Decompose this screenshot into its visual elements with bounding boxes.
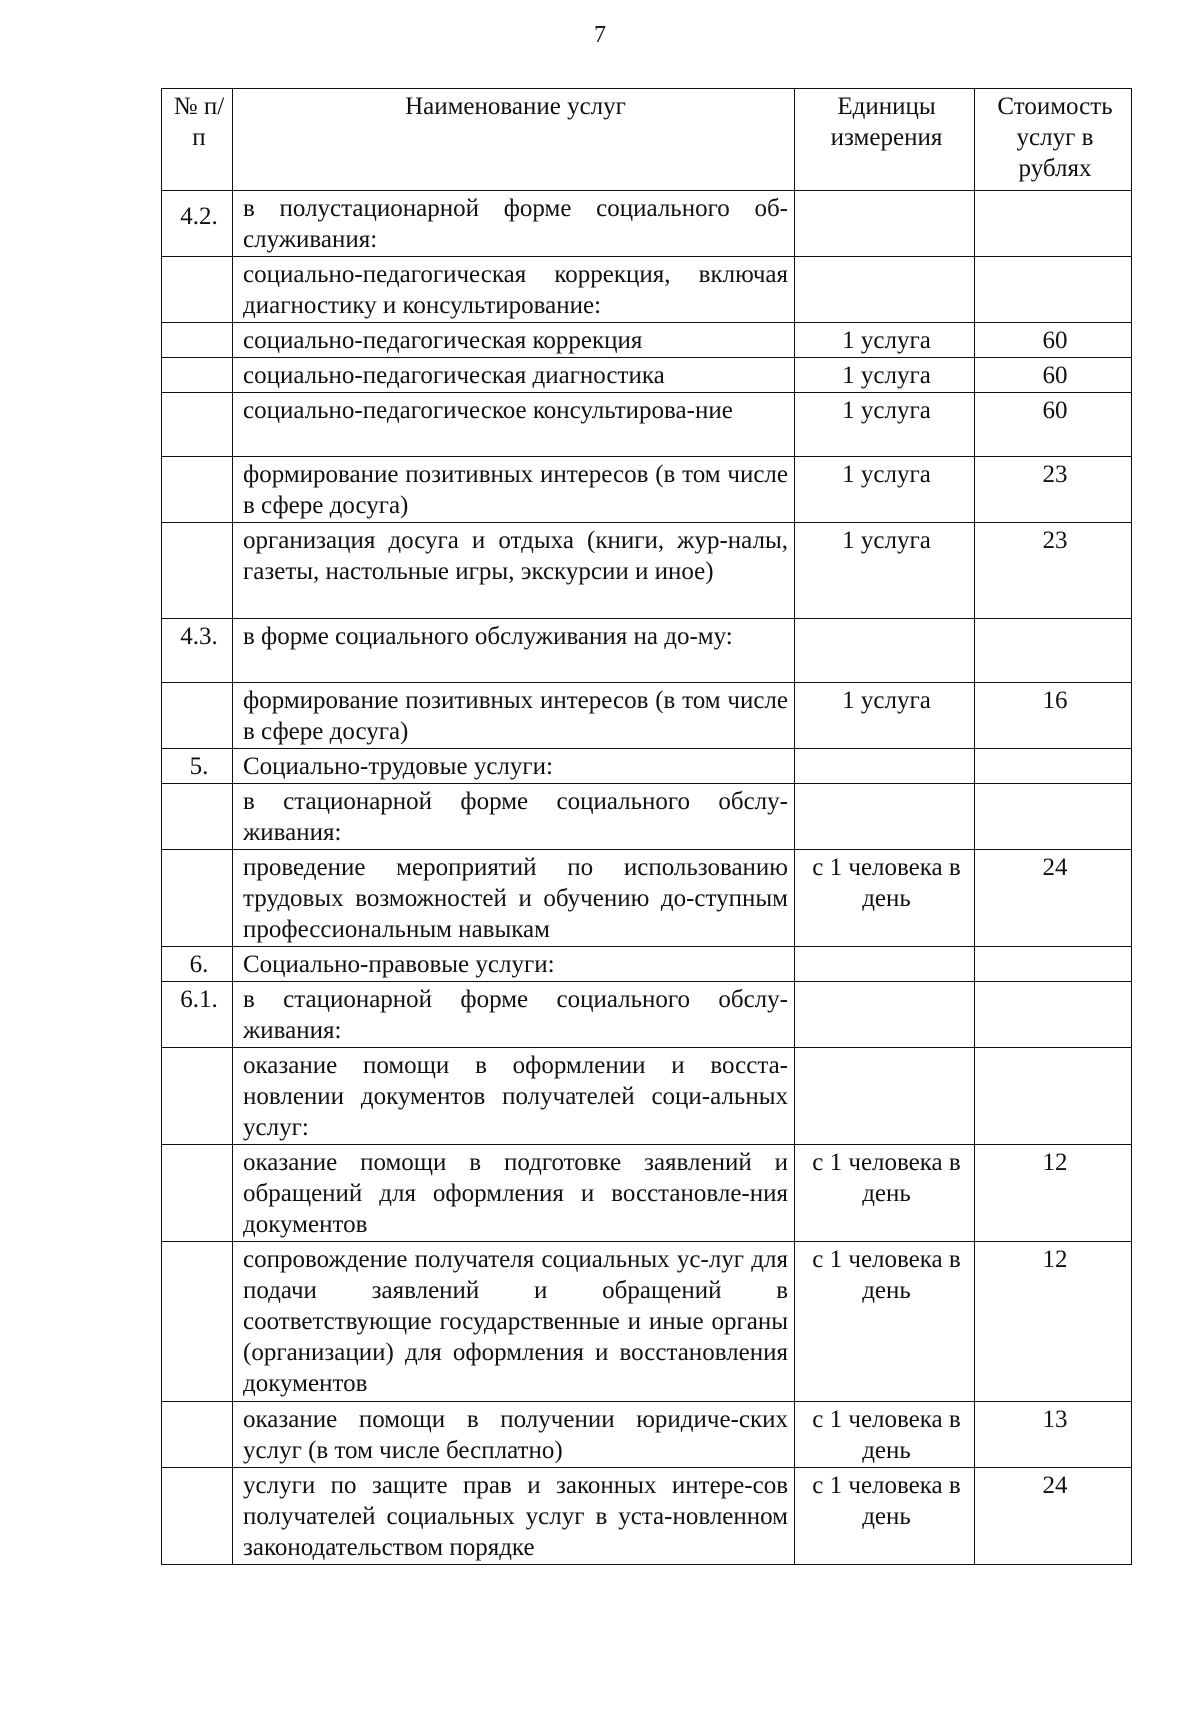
row-num (162, 850, 233, 947)
row-name: формирование позитивных интересов (в том числе в сфере досуга) (233, 683, 795, 749)
row-cost (975, 1048, 1132, 1145)
row-unit: 1 услуга (795, 523, 975, 619)
header-name: Наименование услуг (233, 89, 795, 191)
row-cost: 16 (975, 683, 1132, 749)
row-name: проведение мероприятий по использованию трудовых возможностей и обучению до-ступным профессиональным навыкам (233, 850, 795, 947)
row-unit (795, 784, 975, 850)
row-num (162, 1145, 233, 1242)
row-cost: 24 (975, 1468, 1132, 1565)
table-row (162, 784, 1132, 850)
table-row (162, 323, 1132, 358)
row-num: 5. (162, 749, 233, 784)
row-name: оказание помощи в получении юридиче-ских услуг (в том числе бесплатно) (233, 1402, 795, 1468)
row-cost: 60 (975, 323, 1132, 358)
row-num (162, 257, 233, 323)
row-unit (795, 982, 975, 1048)
table-row (162, 749, 1132, 784)
row-unit: 1 услуга (795, 393, 975, 457)
table-row (162, 1402, 1132, 1468)
row-unit (795, 619, 975, 683)
services-table (161, 88, 1132, 1565)
row-name: в полустационарной форме социального об-служивания: (233, 191, 795, 257)
row-cost: 24 (975, 850, 1132, 947)
row-num (162, 358, 233, 393)
row-cost: 23 (975, 457, 1132, 523)
row-num: 6.1. (162, 982, 233, 1048)
row-name: формирование позитивных интересов (в том числе в сфере досуга) (233, 457, 795, 523)
table-row (162, 619, 1132, 683)
row-unit: с 1 человека в день (795, 1242, 975, 1402)
row-name: в стационарной форме социального обслу-живания: (233, 784, 795, 850)
row-name: Социально-трудовые услуги: (233, 749, 795, 784)
table-row (162, 523, 1132, 619)
table-row (162, 1468, 1132, 1565)
row-unit: 1 услуга (795, 323, 975, 358)
table-row (162, 358, 1132, 393)
table-row (162, 1145, 1132, 1242)
row-name: оказание помощи в оформлении и восста-новлении документов получателей соци-альных услуг: (233, 1048, 795, 1145)
row-num (162, 323, 233, 358)
table-row (162, 191, 1132, 257)
table-row (162, 257, 1132, 323)
table-row (162, 393, 1132, 457)
row-cost: 12 (975, 1145, 1132, 1242)
row-num (162, 1048, 233, 1145)
row-unit (795, 947, 975, 982)
page-number: 7 (594, 22, 606, 48)
header-cost: Стоимость услуг в рублях (975, 89, 1132, 191)
row-unit (795, 257, 975, 323)
row-num (162, 523, 233, 619)
row-name: социально-педагогическая коррекция, включая диагностику и консультирование: (233, 257, 795, 323)
row-unit: с 1 человека в день (795, 1468, 975, 1565)
row-cost: 13 (975, 1402, 1132, 1468)
row-num (162, 457, 233, 523)
header-unit: Единицы измерения (795, 89, 975, 191)
row-name: в форме социального обслуживания на до-му: (233, 619, 795, 683)
row-name: Социально-правовые услуги: (233, 947, 795, 982)
row-cost (975, 257, 1132, 323)
row-num: 4.2. (162, 191, 233, 257)
table-row (162, 982, 1132, 1048)
header-num: № п/п (162, 89, 233, 191)
row-num (162, 683, 233, 749)
row-unit (795, 191, 975, 257)
row-unit (795, 1048, 975, 1145)
table-header-row (162, 89, 1132, 191)
row-unit: 1 услуга (795, 457, 975, 523)
row-num (162, 784, 233, 850)
row-cost (975, 749, 1132, 784)
row-cost (975, 947, 1132, 982)
row-name: услуги по защите прав и законных интере-сов получателей социальных услуг в уста-новленном законодательством порядке (233, 1468, 795, 1565)
row-cost: 12 (975, 1242, 1132, 1402)
table-row (162, 683, 1132, 749)
table-row (162, 1242, 1132, 1402)
row-name: социально-педагогическая диагностика (233, 358, 795, 393)
row-unit: с 1 человека в день (795, 850, 975, 947)
row-num (162, 1468, 233, 1565)
row-unit: с 1 человека в день (795, 1145, 975, 1242)
row-num: 4.3. (162, 619, 233, 683)
row-num (162, 1402, 233, 1468)
row-name: оказание помощи в подготовке заявлений и обращений для оформления и восстановле-ния документов (233, 1145, 795, 1242)
row-name: социально-педагогическое консультирова-ние (233, 393, 795, 457)
row-num: 6. (162, 947, 233, 982)
row-name: сопровождение получателя социальных ус-луг для подачи заявлений и обращений в соответствующие государственные и иные органы (организации) для оформления и восстановления документов (233, 1242, 795, 1402)
table-row (162, 1048, 1132, 1145)
row-unit: 1 услуга (795, 358, 975, 393)
row-unit: с 1 человека в день (795, 1402, 975, 1468)
table-row (162, 850, 1132, 947)
row-cost: 60 (975, 393, 1132, 457)
row-unit: 1 услуга (795, 683, 975, 749)
table-row (162, 947, 1132, 982)
row-cost: 60 (975, 358, 1132, 393)
row-cost (975, 191, 1132, 257)
row-cost (975, 982, 1132, 1048)
row-name: в стационарной форме социального обслу-живания: (233, 982, 795, 1048)
row-name: организация досуга и отдыха (книги, жур-налы, газеты, настольные игры, экскурсии и иное) (233, 523, 795, 619)
row-name: социально-педагогическая коррекция (233, 323, 795, 358)
row-cost: 23 (975, 523, 1132, 619)
table-row (162, 457, 1132, 523)
row-num (162, 1242, 233, 1402)
row-cost (975, 784, 1132, 850)
row-unit (795, 749, 975, 784)
row-num (162, 393, 233, 457)
row-cost (975, 619, 1132, 683)
